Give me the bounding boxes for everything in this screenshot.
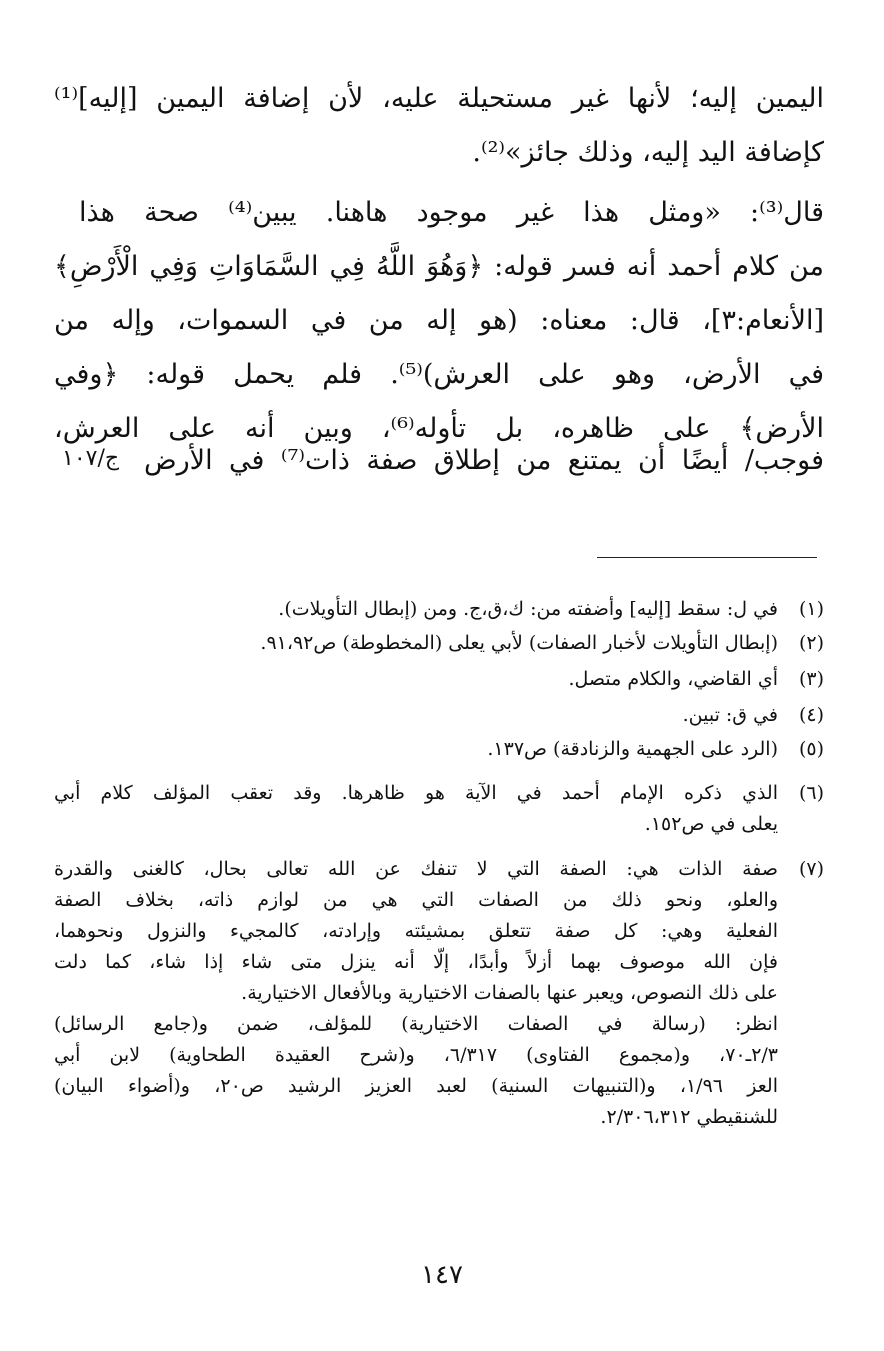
manuscript-folio-note: ج/١٠٧ bbox=[62, 446, 120, 471]
footnote-line: فإن الله موصوف بهما أزلاً وأبدًا، إلَّا أنه ينزل متى شاء إذا شاء، كما دلت bbox=[54, 951, 778, 973]
footnote-number: (١) bbox=[798, 598, 824, 620]
footnote-number: (٣) bbox=[798, 668, 824, 690]
footnote-line: أي القاضي، والكلام متصل. bbox=[568, 668, 778, 690]
footnote-line: الفعلية وهي: كل صفة تتعلق بمشيئته وإرادته، كالمجيء والنزول ونحوهما، bbox=[54, 920, 778, 942]
main-text-line-1: اليمين إليه؛ لأنها غير مستحيلة عليه، لأن إضافة اليمين [إليه]⁽¹⁾ bbox=[54, 83, 824, 114]
main-text-line-8: فوجب/ أيضًا أن يمتنع من إطلاق صفة ذات⁽⁷⁾ في الأرض bbox=[144, 445, 824, 476]
main-text-line-3: قال⁽³⁾: «ومثل هذا غير موجود هاهنا. يبين⁽⁴⁾ صحة هذا bbox=[79, 197, 824, 228]
footnote-line: الذي ذكره الإمام أحمد في الآية هو ظاهرها. وقد تعقب المؤلف كلام أبي bbox=[54, 782, 778, 804]
footnote-line: العز ١/٩٦، و(التنبيهات السنية) لعبد العزيز الرشيد ص٢٠، و(أضواء البيان) bbox=[54, 1075, 778, 1097]
main-text-line-4: من كلام أحمد أنه فسر قوله: ﴿وَهُوَ اللَّهُ فِي السَّمَاوَاتِ وَفِي الْأَرْضِ﴾ bbox=[54, 251, 824, 282]
footnote-line: (إبطال التأويلات لأخبار الصفات) لأبي يعلى (المخطوطة) ص٩١،٩٢. bbox=[260, 632, 778, 654]
footnote-line: (الرد على الجهمية والزنادقة) ص١٣٧. bbox=[487, 738, 778, 760]
footnote-line: انظر: (رسالة في الصفات الاختيارية) للمؤلف، ضمن و(جامع الرسائل) bbox=[54, 1013, 778, 1035]
main-text-line-5: [الأنعام:٣]، قال: معناه: (هو إله من في السموات، وإله من bbox=[54, 305, 824, 336]
footnote-line: صفة الذات هي: الصفة التي لا تنفك عن الله تعالى بحال، كالغنى والقدرة bbox=[54, 858, 778, 880]
footnote-line: في ل: سقط [إليه] وأضفته من: ك،ق،ج. ومن (إبطال التأويلات). bbox=[278, 598, 778, 620]
footnote-line: للشنقيطي ٢/٣٠٦،٣١٢. bbox=[600, 1106, 778, 1128]
footnote-line: يعلى في ص١٥٢. bbox=[644, 813, 778, 835]
page-number: ١٤٧ bbox=[421, 1260, 463, 1290]
main-text-line-6: في الأرض، وهو على العرش)⁽⁵⁾. فلم يحمل قوله: ﴿وفي bbox=[54, 359, 824, 390]
footnote-number: (٦) bbox=[798, 782, 824, 804]
footnote-line: ٢/٣ـ٧٠، و(مجموع الفتاوى) ٦/٣١٧، و(شرح العقيدة الطحاوية) لابن أبي bbox=[54, 1044, 778, 1066]
main-text-line-2: كإضافة اليد إليه، وذلك جائز»⁽²⁾. bbox=[472, 137, 824, 168]
footnote-line: في ق: تبين. bbox=[682, 704, 778, 726]
footnote-line: على ذلك النصوص، ويعبر عنها بالصفات الاختيارية وبالأفعال الاختيارية. bbox=[241, 982, 778, 1004]
footnote-line: والعلو، ونحو ذلك من الصفات التي هي من لوازم ذاته، بخلاف الصفة bbox=[54, 889, 778, 911]
footnote-separator bbox=[597, 557, 817, 558]
footnote-number: (٤) bbox=[798, 704, 824, 726]
footnote-number: (٥) bbox=[798, 738, 824, 760]
footnote-number: (٧) bbox=[798, 858, 824, 880]
footnote-number: (٢) bbox=[798, 632, 824, 654]
main-text-line-7: الأرض﴾ على ظاهره، بل تأوله⁽⁶⁾، وبين أنه على العرش، bbox=[54, 413, 824, 444]
